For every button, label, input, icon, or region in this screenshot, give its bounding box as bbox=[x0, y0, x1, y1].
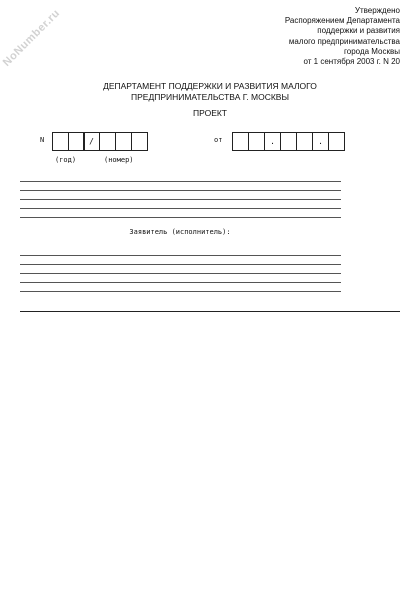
approval-stamp bbox=[285, 6, 400, 67]
year-digit-box[interactable] bbox=[69, 133, 84, 150]
text-line[interactable] bbox=[20, 199, 341, 200]
year-caption: (год) bbox=[55, 156, 77, 164]
number-input-boxes[interactable] bbox=[83, 132, 148, 151]
number-digit-box[interactable] bbox=[116, 133, 132, 150]
date-input-boxes[interactable] bbox=[232, 132, 345, 151]
year-input-boxes[interactable] bbox=[52, 132, 85, 151]
date-separator: . bbox=[313, 133, 329, 150]
approval-line: Распоряжением Департамента bbox=[284, 16, 400, 26]
number-caption: (номер) bbox=[104, 156, 134, 164]
date-separator: . bbox=[265, 133, 281, 150]
department-line-1: ДЕПАРТАМЕНТ ПОДДЕРЖКИ И РАЗВИТИЯ МАЛОГО bbox=[103, 81, 317, 91]
approval-line: Утверждено bbox=[354, 6, 400, 15]
number-digit-box[interactable] bbox=[132, 133, 147, 150]
text-line[interactable] bbox=[20, 255, 341, 256]
number-digit-box[interactable] bbox=[100, 133, 116, 150]
department-line-2: ПРЕДПРИНИМАТЕЛЬСТВА Г. МОСКВЫ bbox=[131, 91, 289, 102]
date-day-box[interactable] bbox=[233, 133, 249, 150]
date-day-box[interactable] bbox=[249, 133, 265, 150]
date-label: от bbox=[214, 136, 223, 144]
text-line[interactable] bbox=[20, 208, 341, 209]
text-line[interactable] bbox=[20, 190, 341, 191]
watermark: NoNumber.ru bbox=[0, 7, 63, 69]
date-month-box[interactable] bbox=[297, 133, 313, 150]
text-line[interactable] bbox=[20, 217, 341, 218]
applicant-label: Заявитель (исполнитель): bbox=[129, 228, 231, 236]
text-line[interactable] bbox=[20, 264, 341, 265]
bottom-divider bbox=[20, 311, 400, 312]
approval-line: поддержки и развития bbox=[317, 26, 400, 36]
number-label: N bbox=[40, 136, 45, 144]
department-heading bbox=[0, 81, 420, 102]
text-line[interactable] bbox=[20, 181, 341, 182]
date-year-box[interactable] bbox=[329, 133, 344, 150]
approval-line: малого предпринимательства bbox=[288, 36, 400, 46]
approval-line: города Москвы bbox=[344, 46, 400, 56]
number-separator: / bbox=[84, 133, 100, 150]
year-digit-box[interactable] bbox=[53, 133, 69, 150]
text-line[interactable] bbox=[20, 273, 341, 274]
text-line[interactable] bbox=[20, 291, 341, 292]
approval-line: от 1 сентября 2003 г. N 20 bbox=[303, 57, 400, 67]
text-line[interactable] bbox=[20, 282, 341, 283]
project-title: ПРОЕКТ bbox=[192, 108, 228, 118]
date-month-box[interactable] bbox=[281, 133, 297, 150]
